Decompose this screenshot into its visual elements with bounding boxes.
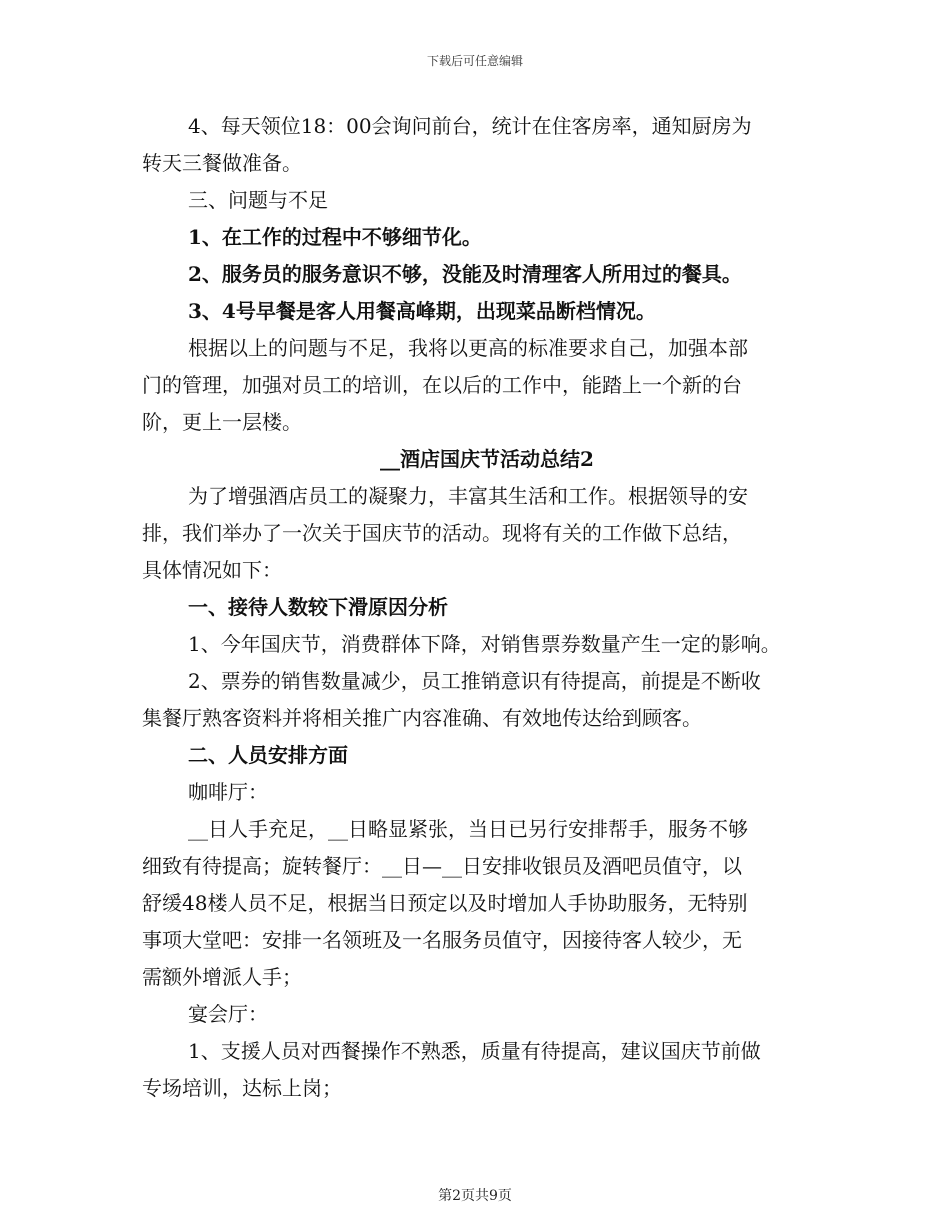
text-line: 集餐厅熟客资料并将相关推广内容准确、有效地传达给到顾客。 [142, 706, 702, 730]
text-line: 1、今年国庆节，消费群体下降，对销售票券数量产生一定的影响。 [188, 632, 781, 656]
text-line: 宴会厅： [188, 1002, 268, 1026]
text-line: 细致有待提高；旋转餐厅：__日—__日安排收银员及酒吧员值守，以 [142, 854, 742, 878]
text-line: 二、人员安排方面 [188, 743, 348, 767]
document-body [142, 108, 832, 1107]
text-line: 3、4号早餐是客人用餐高峰期，出现菜品断档情况。 [188, 299, 656, 323]
text-line: 一、接待人数较下滑原因分析 [188, 595, 448, 619]
text-line: 根据以上的问题与不足，我将以更高的标准要求自己，加强本部 [188, 336, 748, 360]
text-line: 2、服务员的服务意识不够，没能及时清理客人所用过的餐具。 [188, 262, 742, 286]
page-header-note: 下载后可任意编辑 [426, 54, 523, 68]
text-line: 事项大堂吧：安排一名领班及一名服务员值守，因接待客人较少，无 [142, 928, 742, 952]
text-line: 排，我们举办了一次关于国庆节的活动。现将有关的工作做下总结， [142, 521, 742, 545]
text-line: 具体情况如下： [142, 558, 282, 582]
text-line: 舒缓48楼人员不足，根据当日预定以及时增加人手协助服务，无特别 [142, 891, 748, 915]
section-title: __酒店国庆节活动总结2 [380, 447, 594, 471]
text-line: 2、票券的销售数量减少，员工推销意识有待提高，前提是不断收 [188, 669, 761, 693]
text-line: 1、支援人员对西餐操作不熟悉，质量有待提高，建议国庆节前做 [188, 1039, 761, 1063]
text-line: 为了增强酒店员工的凝聚力，丰富其生活和工作。根据领导的安 [188, 484, 748, 508]
text-line: __日人手充足，__日略显紧张，当日已另行安排帮手，服务不够 [188, 817, 748, 841]
text-line: 4、每天领位18：00会询问前台，统计在住客房率，通知厨房为 [188, 114, 752, 138]
text-line: 专场培训，达标上岗； [142, 1076, 342, 1100]
text-line: 三、问题与不足 [188, 188, 328, 212]
text-line: 需额外增派人手； [142, 965, 302, 989]
page-footer-number: 第2页共9页 [438, 1188, 512, 1204]
text-line: 1、在工作的过程中不够细节化。 [188, 225, 482, 249]
text-line: 阶，更上一层楼。 [142, 410, 302, 434]
text-line: 咖啡厅： [188, 780, 268, 804]
text-line: 转天三餐做准备。 [142, 151, 302, 175]
text-line: 门的管理，加强对员工的培训，在以后的工作中，能踏上一个新的台 [142, 373, 742, 397]
